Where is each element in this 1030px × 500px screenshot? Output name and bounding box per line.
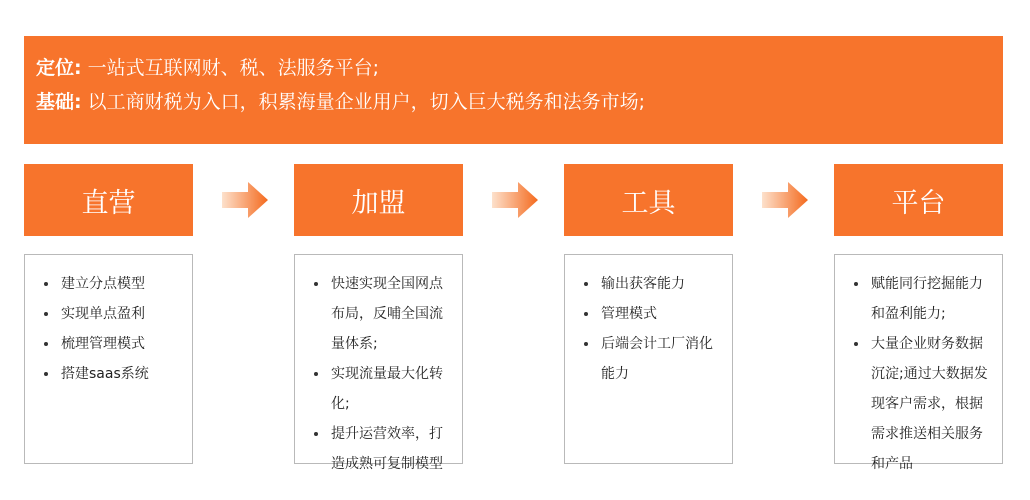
- list-item: 搭建saas系统: [35, 359, 184, 389]
- list-item: 后端会计工厂消化能力: [575, 329, 724, 389]
- stage-tools-card: [564, 254, 733, 464]
- foundation-line: [36, 87, 1003, 118]
- list-item: 快速实现全国网点布局，反哺全国流量体系;: [305, 269, 454, 359]
- bullet-list: [845, 269, 994, 479]
- list-item: 建立分点模型: [35, 269, 184, 299]
- bullet-list: [35, 269, 184, 389]
- stage-platform-header: [834, 164, 1003, 236]
- right-arrow-icon: [762, 182, 808, 218]
- list-item: 大量企业财务数据沉淀;通过大数据发现客户需求，根据需求推送相关服务和产品: [845, 329, 994, 479]
- list-item: 实现流量最大化转化;: [305, 359, 454, 419]
- list-item: 提升运营效率，打造成熟可复制模型: [305, 419, 454, 479]
- bullet-list: [575, 269, 724, 389]
- list-item: 赋能同行挖掘能力和盈利能力;: [845, 269, 994, 329]
- stage-title: 加盟: [351, 187, 406, 219]
- bullet-list: [305, 269, 454, 479]
- stage-title: 直营: [81, 187, 136, 219]
- list-item: 梳理管理模式: [35, 329, 184, 359]
- right-arrow-icon: [492, 182, 538, 218]
- right-arrow-icon: [222, 182, 268, 218]
- foundation-label: 基础:: [36, 91, 82, 113]
- foundation-text: 以工商财税为入口，积累海量企业用户，切入巨大税务和法务市场;: [87, 91, 646, 113]
- positioning-line: [36, 53, 1003, 84]
- stage-direct-header: [24, 164, 193, 236]
- stage-title: 平台: [891, 187, 946, 219]
- positioning-label: 定位:: [36, 57, 82, 79]
- stage-platform-card: [834, 254, 1003, 472]
- stage-franchise-header: [294, 164, 463, 236]
- list-item: 实现单点盈利: [35, 299, 184, 329]
- list-item: 输出获客能力: [575, 269, 724, 299]
- positioning-text: 一站式互联网财、税、法服务平台;: [87, 57, 380, 79]
- stage-direct-card: [24, 254, 193, 464]
- stage-franchise-card: [294, 254, 463, 472]
- list-item: 管理模式: [575, 299, 724, 329]
- stage-tools-header: [564, 164, 733, 236]
- positioning-banner: [24, 36, 1003, 144]
- stage-title: 工具: [621, 187, 676, 219]
